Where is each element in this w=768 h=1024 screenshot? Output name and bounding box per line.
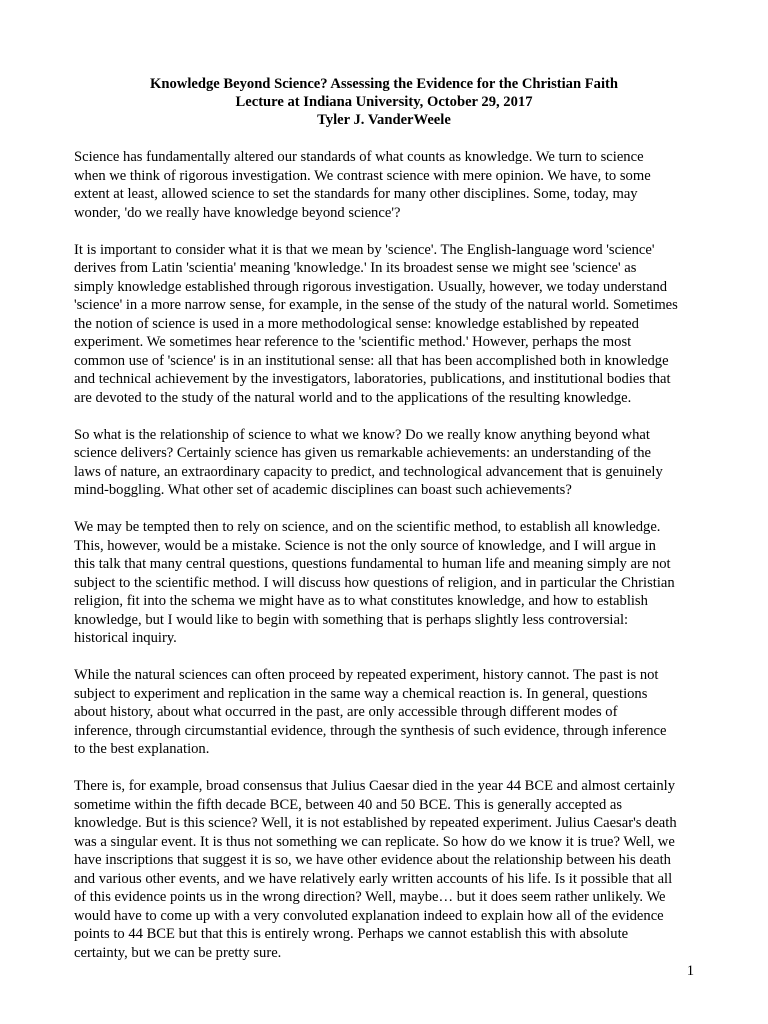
paragraph-line: are devoted to the study of the natural world and to the applications of the resulting knowledge. <box>74 389 632 406</box>
paragraph-line: 'science' in a more narrow sense, for example, in the sense of the study of the natural world. Sometimes <box>74 297 678 313</box>
paragraph-line: and technical achievement by the investigators, laboratories, publications, and institutional bodies that <box>74 371 671 387</box>
paragraph-line: subject to the scientific method. I will discuss how questions of religion, and in particular the Christian <box>74 574 675 591</box>
author-name: Tyler J. VanderWeele <box>317 112 451 128</box>
paragraph-line: Science has fundamentally altered our standards of what counts as knowledge. We turn to science <box>74 149 644 165</box>
paragraph-line: inference, through circumstantial evidence, through the synthesis of such evidence, through inference <box>74 722 667 739</box>
paragraph-line: science delivers? Certainly science has given us remarkable achievements: an understanding of the <box>74 445 652 461</box>
paragraph-line: certainty, but we can be pretty sure. <box>74 944 282 961</box>
body-paragraph <box>74 241 714 408</box>
paragraph-line: So what is the relationship of science to what we know? Do we really know anything beyond what <box>74 426 650 443</box>
paragraph-line: There is, for example, broad consensus that Julius Caesar died in the year 44 BCE and almost certainly <box>74 778 676 794</box>
body-paragraph <box>74 777 714 962</box>
paragraph-line: common use of 'science' is in an institutional sense: all that has been accomplished both in knowledge <box>74 352 669 369</box>
paragraph-line: knowledge, but I would like to begin with something that is perhaps slightly less controversial: <box>74 611 629 628</box>
body-paragraph <box>74 666 714 759</box>
paragraph-line: was a singular event. It is thus not something we can replicate. So how do we know it is true? Well, we <box>74 833 675 850</box>
paragraph-line: have inscriptions that suggest it is so, we have other evidence about the relationship between his death <box>74 852 671 868</box>
paragraph-line: sometime within the fifth decade BCE, between 40 and 50 BCE. This is generally accepted as <box>74 796 623 813</box>
paragraph-line: subject to experiment and replication in the same way a chemical reaction is. In general, questions <box>74 685 648 702</box>
paragraph-line: of this evidence points us in the wrong direction? Well, maybe… but it does seem rather unlikely. We <box>74 889 666 905</box>
paragraph-line: the notion of science is used in a more methodological sense: knowledge established by repeated <box>74 315 639 332</box>
paragraph-line: experiment. We sometimes hear reference to the 'scientific method.' However, perhaps the most <box>74 334 632 350</box>
paragraph-line: about history, about what occurred in the past, are only accessible through different modes of <box>74 704 618 720</box>
paragraph-line: While the natural sciences can often proceed by repeated experiment, history cannot. The past is not <box>74 667 659 683</box>
paragraph-line: wonder, 'do we really have knowledge beyond science'? <box>74 204 401 221</box>
paragraph-line: derives from Latin 'scientia' meaning 'knowledge.' In its broadest sense we might see 'science' as <box>74 260 637 276</box>
paragraph-line: It is important to consider what it is that we mean by 'science'. The English-language word 'science' <box>74 241 655 258</box>
paragraph-line: extent at least, allowed science to set the standards for many other disciplines. Some, today, may <box>74 186 638 202</box>
body-paragraph <box>74 426 714 500</box>
paragraph-line: religion, fit into the schema we might have as to what constitutes knowledge, and how to establish <box>74 593 648 609</box>
paragraph-line: laws of nature, an extraordinary capacity to predict, and technological advancement that is genuinely <box>74 463 663 480</box>
document-body <box>74 148 714 981</box>
body-paragraph <box>74 148 714 222</box>
paragraph-line: points to 44 BCE but that this is entirely wrong. Perhaps we cannot establish this with absolute <box>74 926 629 942</box>
paragraph-line: would have to come up with a very convoluted explanation indeed to explain how all of the evidence <box>74 907 664 924</box>
paragraph-line: mind-boggling. What other set of academic disciplines can boast such achievements? <box>74 482 572 498</box>
lecture-subtitle: Lecture at Indiana University, October 29, 2017 <box>235 94 533 110</box>
page-number: 1 <box>686 963 694 979</box>
paragraph-line: and various other events, and we have relatively early written accounts of his life. Is it possible that all <box>74 870 673 887</box>
body-paragraph <box>74 518 714 648</box>
paragraph-line: when we think of rigorous investigation. We contrast science with mere opinion. We have, to some <box>74 167 651 184</box>
paragraph-line: We may be tempted then to rely on science, and on the scientific method, to establish all knowledge. <box>74 519 661 535</box>
paragraph-line: this talk that many central questions, questions fundamental to human life and meaning simply are not <box>74 556 671 572</box>
paragraph-line: to the best explanation. <box>74 741 210 757</box>
paragraph-line: simply knowledge established through rigorous investigation. Usually, however, we today understand <box>74 278 668 295</box>
paragraph-line: historical inquiry. <box>74 630 177 646</box>
document-header <box>0 75 768 129</box>
paragraph-line: This, however, would be a mistake. Science is not the only source of knowledge, and I will argue in <box>74 537 656 554</box>
paragraph-line: knowledge. But is this science? Well, it is not established by repeated experiment. Julius Caesar's death <box>74 815 677 831</box>
document-title: Knowledge Beyond Science? Assessing the Evidence for the Christian Faith <box>150 76 618 92</box>
